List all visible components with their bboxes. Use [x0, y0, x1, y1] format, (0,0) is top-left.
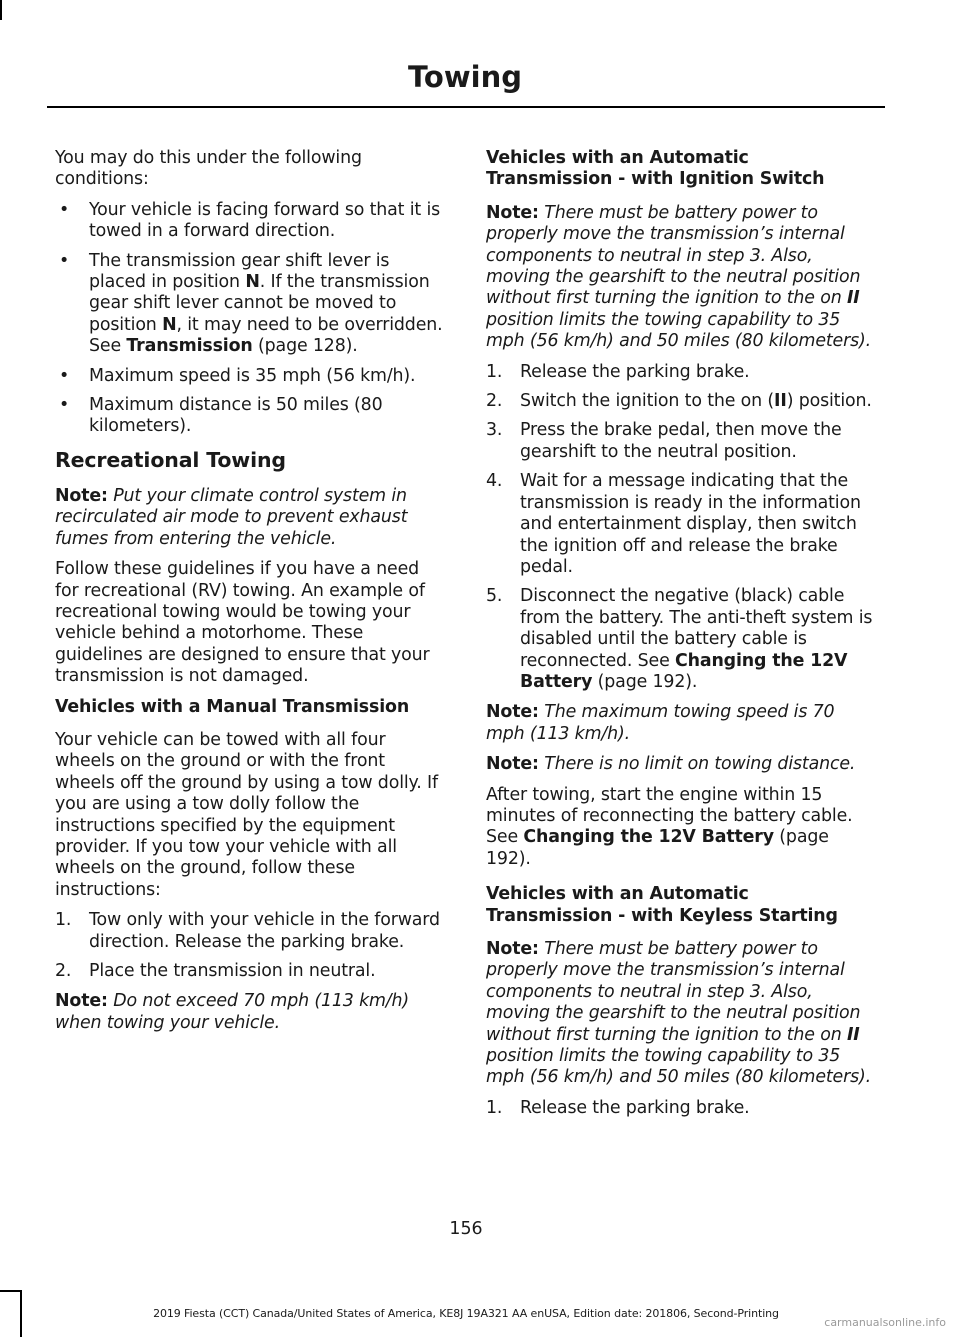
list-item: 2. Switch the ignition to the on (II) position. — [486, 391, 872, 412]
recreational-note: Note: Put your climate control system in recirculated air mode to prevent exhaust fumes from entering the vehicle. — [55, 485, 408, 549]
ignition-steps — [486, 362, 878, 694]
speed-note: Note: The maximum towing speed is 70 mph (113 km/h). — [486, 702, 835, 744]
list-item: 1. Release the parking brake. — [486, 1097, 750, 1118]
keyless-starting-heading: Vehicles with an Automatic Transmission - with Keyless Starting — [486, 884, 838, 926]
ignition-switch-heading: Vehicles with an Automatic Transmission - with Ignition Switch — [486, 148, 825, 190]
list-item: • Maximum distance is 50 miles (80 kilometers). — [55, 395, 447, 438]
list-item: • The transmission gear shift lever is placed in position N. If the transmission gear shift lever cannot be moved to position N, it may need to be overridden. See Transmission (page 128). — [55, 251, 447, 358]
watermark: carmanualsonline.info — [824, 1316, 946, 1329]
manual-steps — [55, 910, 447, 982]
list-item: 5. Disconnect the negative (black) cable from the battery. The anti-theft system is disabled until the battery cable is reconnected. See Changing the 12V Battery (page 192). — [486, 586, 873, 692]
list-item: 3. Press the brake pedal, then move the gearshift to the neutral position. — [486, 420, 842, 462]
distance-note: Note: There is no limit on towing distance. — [486, 754, 856, 775]
crop-mark-bottom-left — [0, 1290, 20, 1292]
after-towing-paragraph: After towing, start the engine within 15 minutes of reconnecting the battery cable. See Changing the 12V Battery (page 192). — [486, 784, 853, 869]
battery-link[interactable]: Changing the 12V Battery — [523, 827, 774, 848]
keyless-note: Note: There must be battery power to properly move the transmission’s internal components to neutral in step 3. Also, moving the gearshift to the neutral position without first turning the ignition to the on II position limits the towing capability to 35 mph (56 km/h) and 50 miles (80 kilometers). — [486, 939, 872, 1088]
battery-link[interactable]: Changing the 12V Battery — [520, 650, 848, 692]
intro-text: You may do this under the following conditions: — [55, 148, 362, 190]
header-rule — [47, 106, 885, 108]
crop-mark-top-left — [0, 0, 2, 20]
edition-footer: 2019 Fiesta (CCT) Canada/United States of America, KE8J 19A321 AA enUSA, Edition date: 201806, Second-Printing — [153, 1307, 779, 1320]
list-item: • Maximum speed is 35 mph (56 km/h). — [55, 366, 447, 387]
list-item: 4. Wait for a message indicating that the transmission is ready in the information and entertainment display, then switch the ignition off and release the brake pedal. — [486, 471, 861, 577]
recreational-paragraph: Follow these guidelines if you have a need for recreational (RV) towing. An example of recreational towing would be towing your vehicle behind a motorhome. These guidelines are designed to ensure that your transmission is not damaged. — [55, 559, 430, 687]
list-item: 2. Place the transmission in neutral. — [55, 961, 376, 981]
left-column — [55, 148, 447, 1043]
right-column — [486, 148, 878, 1128]
conditions-list — [55, 200, 447, 438]
list-item: 1. Release the parking brake. — [486, 361, 750, 382]
manual-transmission-heading: Vehicles with a Manual Transmission — [55, 696, 410, 717]
list-item: 1. Tow only with your vehicle in the forward direction. Release the parking brake. — [55, 910, 440, 952]
manual-paragraph: Your vehicle can be towed with all four wheels on the ground or with the front wheels off the ground by using a tow dolly. If you are using a tow dolly follow the instructions specified by the equipment provider. If you tow your vehicle with all wheels on the ground, follow these instructions: — [55, 729, 438, 900]
recreational-towing-heading: Recreational Towing — [55, 447, 286, 472]
keyless-steps — [486, 1098, 878, 1119]
list-item: • Your vehicle is facing forward so that it is towed in a forward direction. — [55, 200, 447, 243]
page-number: 156 — [449, 1219, 483, 1239]
manual-note: Note: Do not exceed 70 mph (113 km/h) when towing your vehicle. — [55, 991, 410, 1033]
ignition-note: Note: There must be battery power to properly move the transmission’s internal components to neutral in step 3. Also, moving the gearshift to the neutral position without first turning the ignition to the on II position limits the towing capability to 35 mph (56 km/h) and 50 miles (80 kilometers). — [486, 202, 872, 352]
transmission-link[interactable]: Transmission — [126, 336, 253, 357]
page-title: Towing — [408, 60, 522, 94]
